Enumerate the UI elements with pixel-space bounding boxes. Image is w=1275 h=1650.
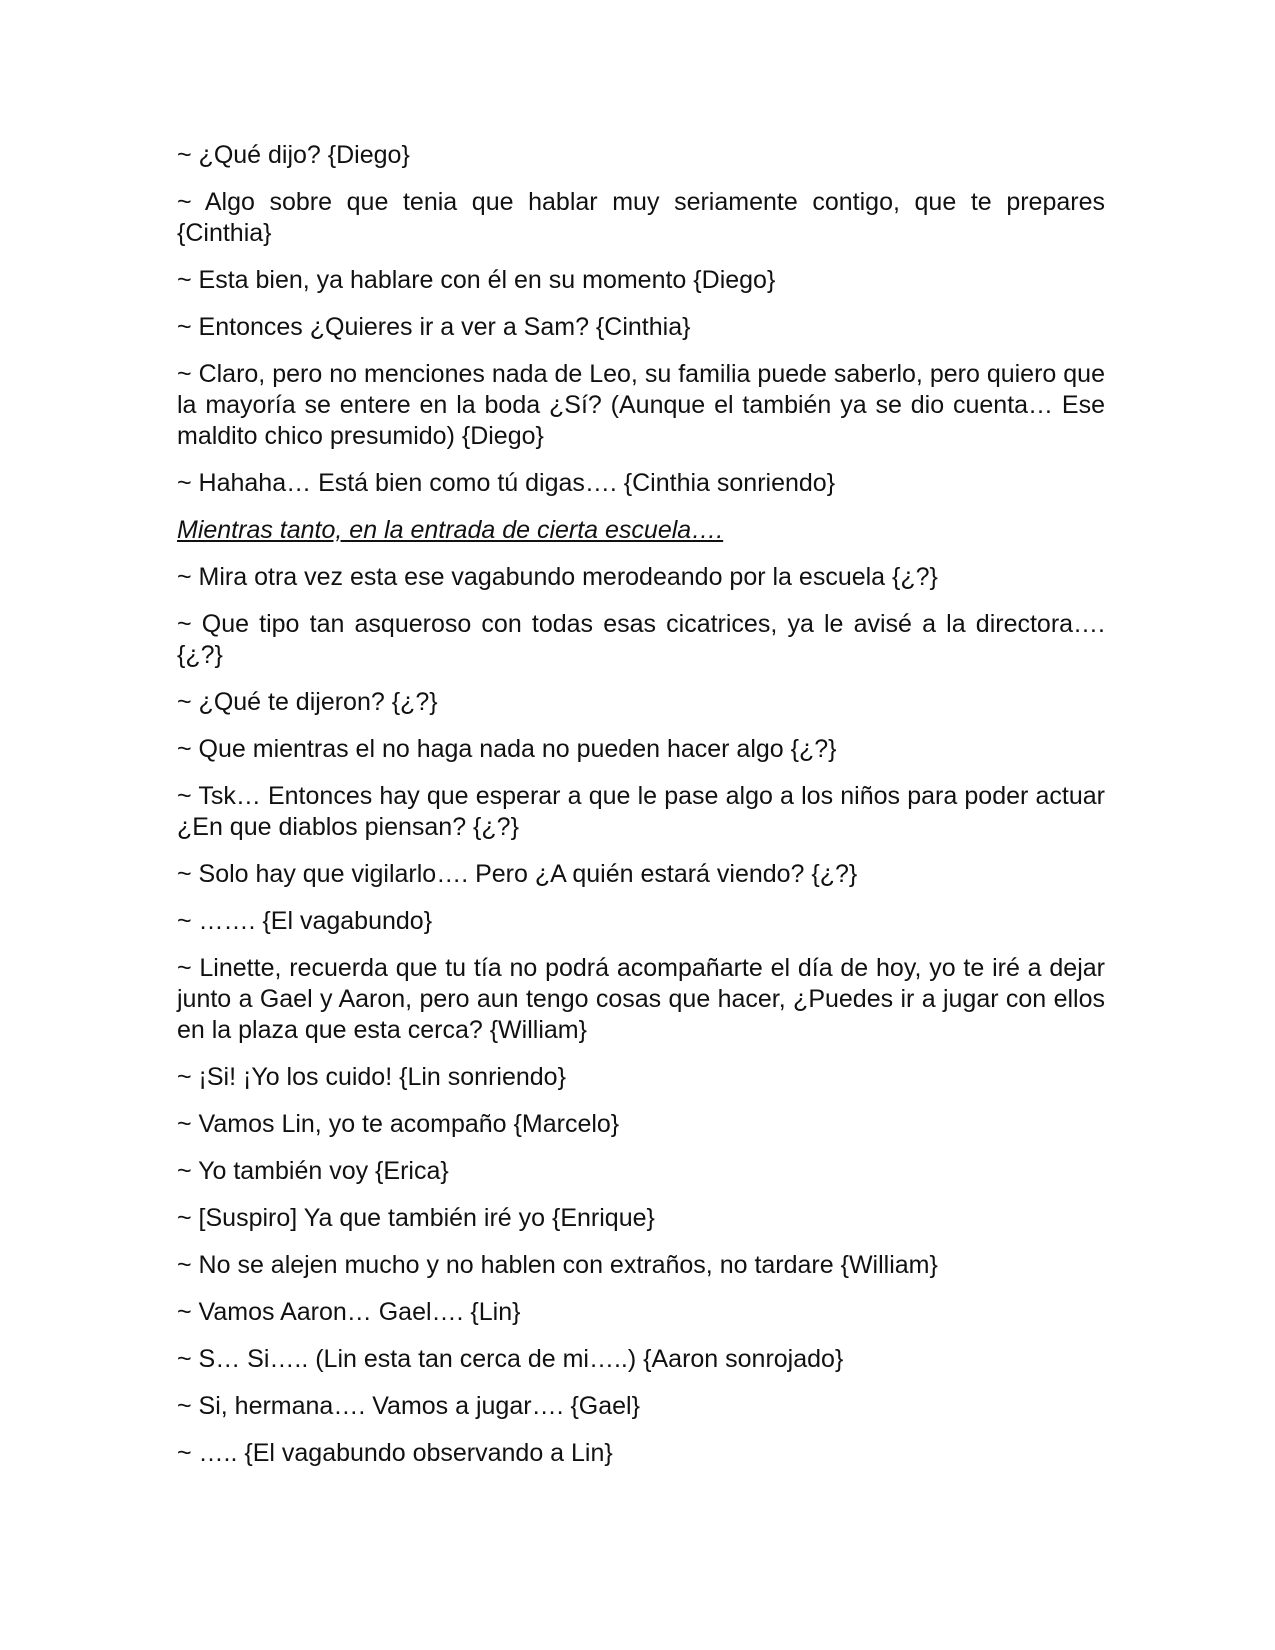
dialogue-line: ~ Esta bien, ya hablare con él en su momento {Diego} <box>177 266 776 294</box>
dialogue-line: ~ Algo sobre que tenia que hablar muy seriamente contigo, que te prepares {Cinthia} <box>177 188 1105 247</box>
scene-heading: Mientras tanto, en la entrada de cierta escuela…. <box>177 516 724 544</box>
dialogue-line: ~ Mira otra vez esta ese vagabundo merodeando por la escuela {¿?} <box>177 563 938 591</box>
dialogue-line: ~ Vamos Aaron… Gael…. {Lin} <box>177 1298 521 1326</box>
dialogue-line: ~ Hahaha… Está bien como tú digas…. {Cinthia sonriendo} <box>177 469 836 497</box>
dialogue-line: ~ Tsk… Entonces hay que esperar a que le pase algo a los niños para poder actuar ¿En que diablos piensan? {¿?} <box>177 782 1105 841</box>
dialogue-line: ~ ……. {El vagabundo} <box>177 907 433 935</box>
dialogue-line: ~ [Suspiro] Ya que también iré yo {Enrique} <box>177 1204 655 1232</box>
dialogue-line: ~ Entonces ¿Quieres ir a ver a Sam? {Cinthia} <box>177 313 691 341</box>
dialogue-line: ~ Claro, pero no menciones nada de Leo, su familia puede saberlo, pero quiero que la mayoría se entere en la boda ¿Sí? (Aunque el también ya se dio cuenta… Ese maldito chico presumido) {Diego} <box>177 360 1105 450</box>
dialogue-line: ~ Linette, recuerda que tu tía no podrá acompañarte el día de hoy, yo te iré a dejar junto a Gael y Aaron, pero aun tengo cosas que hacer, ¿Puedes ir a jugar con ellos en la plaza que esta cerca? {William} <box>177 954 1105 1044</box>
dialogue-line: ~ ….. {El vagabundo observando a Lin} <box>177 1439 613 1467</box>
dialogue-line: ~ ¡Si! ¡Yo los cuido! {Lin sonriendo} <box>177 1063 566 1091</box>
dialogue-line: ~ Solo hay que vigilarlo…. Pero ¿A quién estará viendo? {¿?} <box>177 860 858 888</box>
dialogue-line: ~ Vamos Lin, yo te acompaño {Marcelo} <box>177 1110 620 1138</box>
dialogue-line: ~ ¿Qué te dijeron? {¿?} <box>177 688 438 716</box>
dialogue-line: ~ Que tipo tan asqueroso con todas esas cicatrices, ya le avisé a la directora…. {¿?} <box>177 610 1105 669</box>
document-body <box>177 140 1105 1485</box>
dialogue-line: ~ S… Si….. (Lin esta tan cerca de mi…..) {Aaron sonrojado} <box>177 1345 844 1373</box>
dialogue-line: ~ Si, hermana…. Vamos a jugar…. {Gael} <box>177 1392 640 1420</box>
dialogue-line: ~ Que mientras el no haga nada no pueden hacer algo {¿?} <box>177 735 837 763</box>
dialogue-line: ~ ¿Qué dijo? {Diego} <box>177 141 410 169</box>
dialogue-line: ~ Yo también voy {Erica} <box>177 1157 449 1185</box>
dialogue-line: ~ No se alejen mucho y no hablen con extraños, no tardare {William} <box>177 1251 938 1279</box>
